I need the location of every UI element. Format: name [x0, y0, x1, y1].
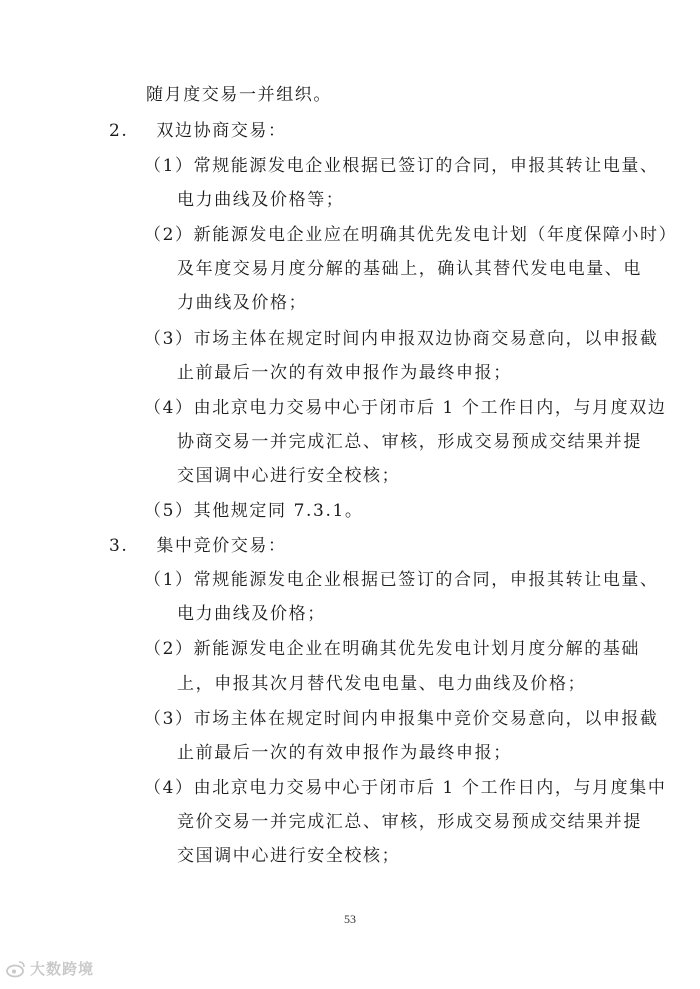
- text-line: 电力曲线及价格等；: [177, 190, 345, 210]
- watermark-text: 大数跨境: [30, 960, 95, 978]
- text-line: 协商交易一并完成汇总、审核，形成交易预成交结果并提: [177, 432, 642, 452]
- text-line: （4）由北京电力交易中心于闭市后 1 个工作日内，与月度双边: [144, 398, 667, 418]
- text-line: （1）常规能源发电企业根据已签订的合同，申报其转让电量、: [144, 570, 659, 590]
- page-number: 53: [344, 912, 356, 926]
- text-line: 随月度交易一并组织。: [146, 85, 332, 105]
- text-line: 电力曲线及价格；: [177, 604, 326, 624]
- watermark: [6, 958, 94, 979]
- text-line: （3）市场主体在规定时间内申报集中竞价交易意向，以申报截: [144, 709, 659, 729]
- text-line: （3）市场主体在规定时间内申报双边协商交易意向，以申报截: [144, 329, 659, 349]
- text-line: （5）其他规定同 7.3.1。: [144, 501, 364, 521]
- text-line: 竞价交易一并完成汇总、审核，形成交易预成交结果并提: [177, 812, 642, 832]
- text-line: 3. 集中竞价交易：: [109, 536, 287, 556]
- text-line: 及年度交易月度分解的基础上，确认其替代发电电量、电: [177, 259, 642, 279]
- weibo-logo-icon: [6, 960, 26, 978]
- text-line: 力曲线及价格；: [177, 293, 308, 313]
- text-line: 止前最后一次的有效申报作为最终申报；: [177, 743, 512, 763]
- text-line: （1）常规能源发电企业根据已签订的合同，申报其转让电量、: [144, 156, 659, 176]
- text-line: （2）新能源发电企业在明确其优先发电计划月度分解的基础: [144, 639, 641, 659]
- text-line: 交国调中心进行安全校核；: [177, 466, 401, 486]
- text-line: （4）由北京电力交易中心于闭市后 1 个工作日内，与月度集中: [144, 778, 667, 798]
- text-line: 止前最后一次的有效申报作为最终申报；: [177, 363, 512, 383]
- text-line: 上，申报其次月替代发电电量、电力曲线及价格；: [177, 674, 587, 694]
- text-line: 交国调中心进行安全校核；: [177, 846, 401, 866]
- text-line: 2. 双边协商交易：: [109, 121, 287, 141]
- text-line: （2）新能源发电企业应在明确其优先发电计划（年度保障小时）: [144, 225, 678, 245]
